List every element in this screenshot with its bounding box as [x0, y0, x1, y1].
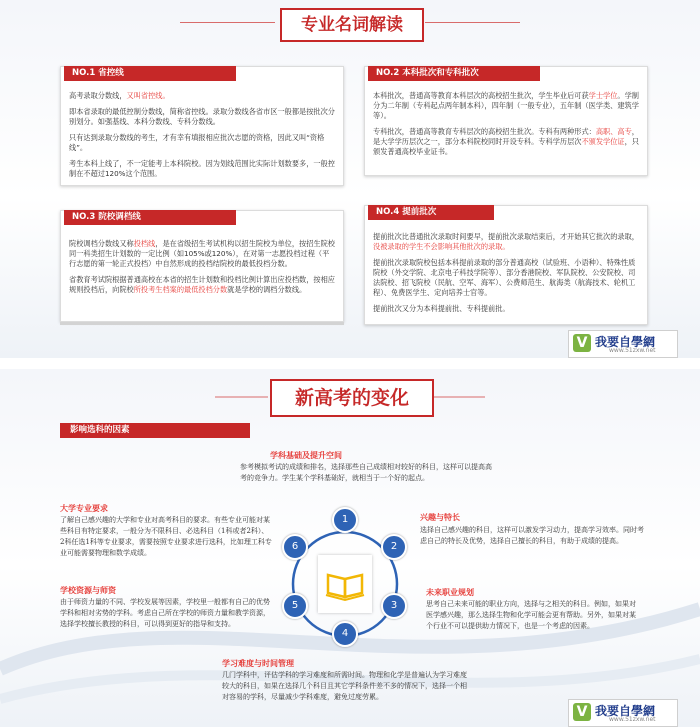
panel3-highlight: 投档线 — [133, 239, 156, 248]
panel3-text: ，是在省级招生考试机构以招生院校为单位，按招生院校同一科类招生计划数的一定比例（如105%或120%），在对第一志愿投档过程（平行志愿的第一轮正式投档）中自然形成的投档结院校的最低投档分数。 — [69, 239, 335, 268]
slide-new-gaokao — [0, 369, 700, 727]
book-icon — [318, 555, 372, 613]
panel3-text: 院校调档分数线又称 — [69, 239, 134, 248]
panel-no2 — [364, 66, 648, 176]
factor-node-5: 5 — [282, 593, 308, 619]
panel2-text: 本科批次，普通高等教育本科层次的高校招生批次，学生毕业后可获 — [373, 91, 589, 100]
logo-v-icon: V — [573, 334, 591, 352]
factor-3-heading: 未来职业规划 — [426, 588, 474, 597]
factor-4-heading: 学习难度与时间管理 — [222, 659, 294, 668]
logo-url: www.51zxw.net — [609, 716, 656, 723]
factor-1-heading: 学科基础及提升空间 — [270, 451, 342, 460]
factor-5-heading: 学校资源与师资 — [60, 586, 116, 595]
site-logo — [568, 699, 678, 727]
title-deco-right — [425, 22, 520, 23]
logo-name: 我要自學網 — [595, 335, 656, 349]
factor-node-6: 6 — [282, 534, 308, 560]
panel3-highlight: 所投考生档案的最低投档分数 — [133, 285, 228, 294]
factor-2-text: 选择自己感兴趣的科目，这样可以激发学习动力，提高学习效率。同时考虑自己的特长及优势，选择自己擅长的科目，有助于成绩的提高。 — [420, 526, 644, 545]
panel1-paragraph: 即本省录取的最低控制分数线，简称省控线。录取分数线各省市区一般都是按批次分别划分。如强基线、本科分数线、专科分数线。 — [69, 107, 335, 126]
panel-no1 — [60, 66, 344, 186]
slide-terms — [0, 0, 700, 358]
book-card — [318, 555, 372, 613]
panel2-text: 。学制分为二年制（专科起点两年制本科），四年制（一般专业），五年制（医学类、建筑学等）。 — [373, 91, 639, 120]
page-title: 专业名词解读 — [280, 8, 424, 42]
panel3-tag: NO.3 院校调档线 — [64, 210, 236, 225]
panel1-paragraph: 考生本科上线了，不一定能考上本科院校。因为划线范围比实际计划数要多，一般控制在不超过120%这个范围。 — [69, 159, 335, 178]
factor-4-text: 几门学科中，评估学科的学习难度和所需时间。物理和化学是普遍认为学习难度较大的科目，如果在选择几个科目且其它学科条件差不多的情况下，选择一个相对容易的学科，尽量减少学科难度，避免过度劳累。 — [222, 671, 467, 701]
panel3-text: 就是学校的调档分数线。 — [227, 285, 307, 294]
panel3-text: 省教育考试院根据普通高校在本省的招生计划数和投档比例计算出应投档数，按相应规则投档后，向院校 — [69, 275, 335, 294]
title-deco-left — [180, 22, 275, 23]
panel2-text: ，是大学学历层次之一，部分本科院校同时开设专科。 — [373, 127, 639, 146]
panel4-tag: NO.4 提前批次 — [368, 205, 494, 220]
panel1-text: 高考录取分数线， — [69, 91, 127, 100]
factor-node-2: 2 — [381, 534, 407, 560]
page-title: 新高考的变化 — [270, 379, 434, 417]
factor-1-text: 参考模拟考试的成绩和排名，选择那些自己成绩相对较好的科目，这样可以提高高考的竞争力。学生某个学科基础好，就相当于一个好的起点。 — [240, 463, 492, 482]
factor-3-text: 思考自己未来可能的职业方向，选择与之相关的科目。例如，如果对医学感兴趣，那么选择生物和化学可能会更有帮助。另外，如果对某个行业不可以提供助力情况下，也是一个考虑的因素。 — [426, 600, 636, 630]
factor-6-heading: 大学专业要求 — [60, 504, 108, 513]
panel2-text: ，只颁发普通高校毕业证书。 — [373, 137, 639, 156]
panel4-text: 提前批次比普通批次录取时间要早，提前批次录取结束后，才开始其它批次的录取， — [373, 232, 639, 241]
logo-name: 我要自學網 — [595, 704, 656, 718]
panel1-tag: NO.1 省控线 — [64, 66, 236, 81]
section-header: 影响选科的因素 — [60, 423, 250, 438]
panel-no4 — [364, 205, 648, 325]
panel-no3 — [60, 210, 344, 322]
panel1-highlight: 又叫省控线。 — [126, 91, 170, 100]
panel2-highlight: 学士学位 — [588, 91, 618, 100]
factor-node-1: 1 — [332, 507, 358, 533]
factor-node-4: 4 — [332, 621, 358, 647]
slide-separator — [0, 358, 700, 369]
factor-6-text: 了解自己感兴趣的大学和专业对高考科目的要求。有些专业可能对某些科目有特定要求，一般分为不限科目、必选科目（1科或者2科）、2科任选1科等专业要求，需要按照专业要求进行选科，比如理工科专业可能需要物理和数学成绩。 — [60, 516, 272, 557]
panel2-text: 专科学历层次 — [538, 137, 582, 146]
panel2-text: 专科批次，普通高等教育专科层次的高校招生批次。专科有两种形式： — [373, 127, 596, 136]
factor-2-heading: 兴趣与特长 — [420, 513, 460, 522]
panel4-paragraph: 提前批次录取院校包括本科提前录取的部分普通高校（试验班、小语种）、特殊性质院校（外交学院、北京电子科技学院等）、部分香港院校、军队院校、公安院校、司法院校、招飞院校（民航、空军、海军）、公费师范生、航海类（航海技术、轮机工程）、免费医学生、定向培养士官等。 — [373, 258, 636, 297]
factor-node-3: 3 — [381, 593, 407, 619]
panel3-shadow — [60, 322, 344, 325]
panel1-paragraph: 只有达到录取分数线的考生，才有幸有填报相应批次志愿的资格，因此又叫“资格线”。 — [69, 133, 325, 152]
logo-v-icon: V — [573, 703, 591, 721]
panel2-highlight: 不颁发学位证 — [581, 137, 625, 146]
panel2-highlight: 高职、高专 — [595, 127, 632, 136]
logo-url: www.51zxw.net — [609, 347, 656, 354]
panel2-tag: NO.2 本科批次和专科批次 — [368, 66, 540, 81]
panel4-paragraph: 提前批次又分为本科提前批、专科提前批。 — [373, 304, 510, 313]
factor-5-text: 由于师资力量的不同、学校发展等因素，学校里一般都有自己的优势学科和相对劣势的学科。考虑自己所在学校的师资力量和教学资源，选择学校擅长教授的科目，可以得到更好的指导和支持。 — [60, 598, 270, 628]
site-logo — [568, 330, 678, 358]
panel4-highlight: 没被录取的学生不会影响其他批次的录取。 — [373, 242, 510, 251]
